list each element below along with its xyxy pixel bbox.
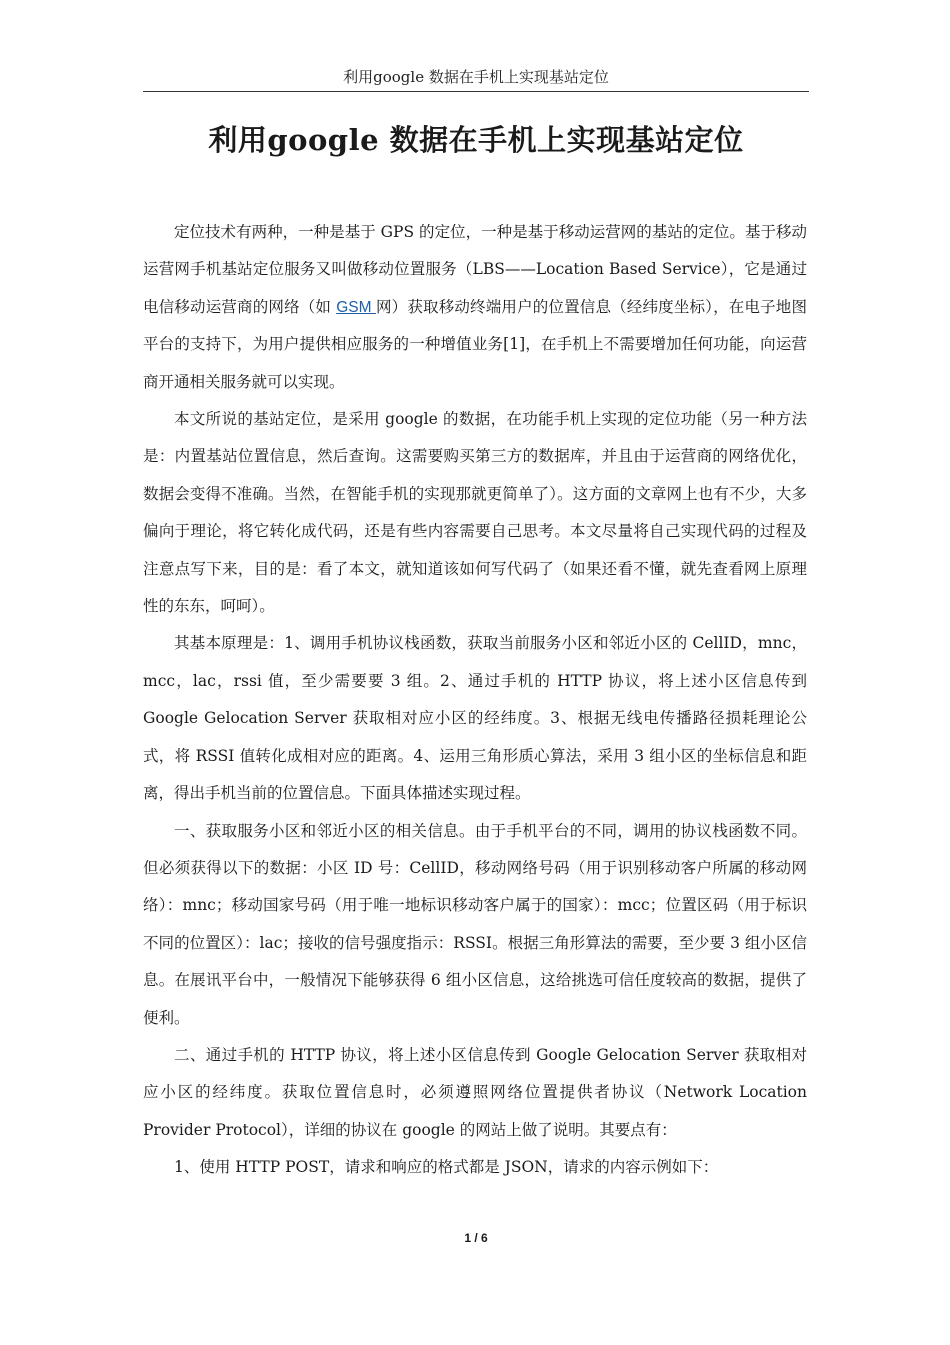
page-number: 1 / 6 <box>464 1231 488 1245</box>
paragraph-approach: 本文所说的基站定位，是采用 google 的数据，在功能手机上实现的定位功能（另一种方法是：内置基站位置信息，然后查询。这需要购买第三方的数据库，并且由于运营商的网络优化，数据会变得不准确。当然，在智能手机的实现那就更简单了）。这方面的文章网上也有不少，大多偏向于理论，将它转化成代码，还是有些内容需要自己思考。本文尽量将自己实现代码的过程及注意点写下来，目的是：看了本文，就知道该如何写代码了（如果还看不懂，就先查看网上原理性的东东，呵呵）。 <box>143 410 807 616</box>
gsm-link[interactable]: GSM <box>336 298 376 316</box>
paragraph-step-one: 一、获取服务小区和邻近小区的相关信息。由于手机平台的不同，调用的协议栈函数不同。但必须获得以下的数据：小区 ID 号：CellID，移动网络号码（用于识别移动客户所属的移动网络）：mnc；移动国家号码（用于唯一地标识移动客户属于的国家）：mcc；位置区码（用于标识不同的位置区）：lac；接收的信号强度指示：RSSI。根据三角形算法的需要，至少要 3 组小区信息。在展讯平台中，一般情况下能够获得 6 组小区信息，这给挑选可信任度较高的数据，提供了便利。 <box>143 821 807 1027</box>
paragraph-intro-text-a: 定位技术有两种，一种是基于 GPS 的定位，一种是基于移动运营网的基站的定位。基于移动运营网手机基站定位服务又叫做移动位置服务（LBS——Location Based Service），它是通过电信移动运营商的网络（如 <box>143 223 807 316</box>
paragraph-http-post: 1、使用 HTTP POST，请求和响应的格式都是 JSON，请求的内容示例如下： <box>174 1158 719 1177</box>
paragraph-intro <box>143 214 807 401</box>
header-divider <box>143 91 809 92</box>
paragraph-principle: 其基本原理是：1、调用手机协议栈函数，获取当前服务小区和邻近小区的 CellID，mnc，mcc，lac，rssi 值，至少需要要 3 组。2、通过手机的 HTTP 协议，将上述小区信息传到 Google Gelocation Server 获取相对应小区的经纬度。3、根据无线电传播路径损耗理论公式，将 RSSI 值转化成相对应的距离。4、运用三角形质心算法，采用 3 组小区的坐标信息和距离，得出手机当前的位置信息。下面具体描述实现过程。 <box>143 634 807 803</box>
running-header: 利用google 数据在手机上实现基站定位 <box>343 68 609 86</box>
paragraph-step-two: 二、通过手机的 HTTP 协议，将上述小区信息传到 Google Gelocation Server 获取相对应小区的经纬度。获取位置信息时，必须遵照网络位置提供者协议（Network Location Provider Protocol），详细的协议在 google 的网站上做了说明。其要点有： <box>143 1045 807 1139</box>
paragraph-intro-text-b: 网）获取移动终端用户的位置信息（经纬度坐标），在电子地图平台的支持下，为用户提供相应服务的一种增值业务[1]，在手机上不需要增加任何功能，向运营商开通相关服务就可以实现。 <box>143 297 807 391</box>
document-body <box>143 214 807 1187</box>
document-title: 利用google 数据在手机上实现基站定位 <box>208 123 744 157</box>
